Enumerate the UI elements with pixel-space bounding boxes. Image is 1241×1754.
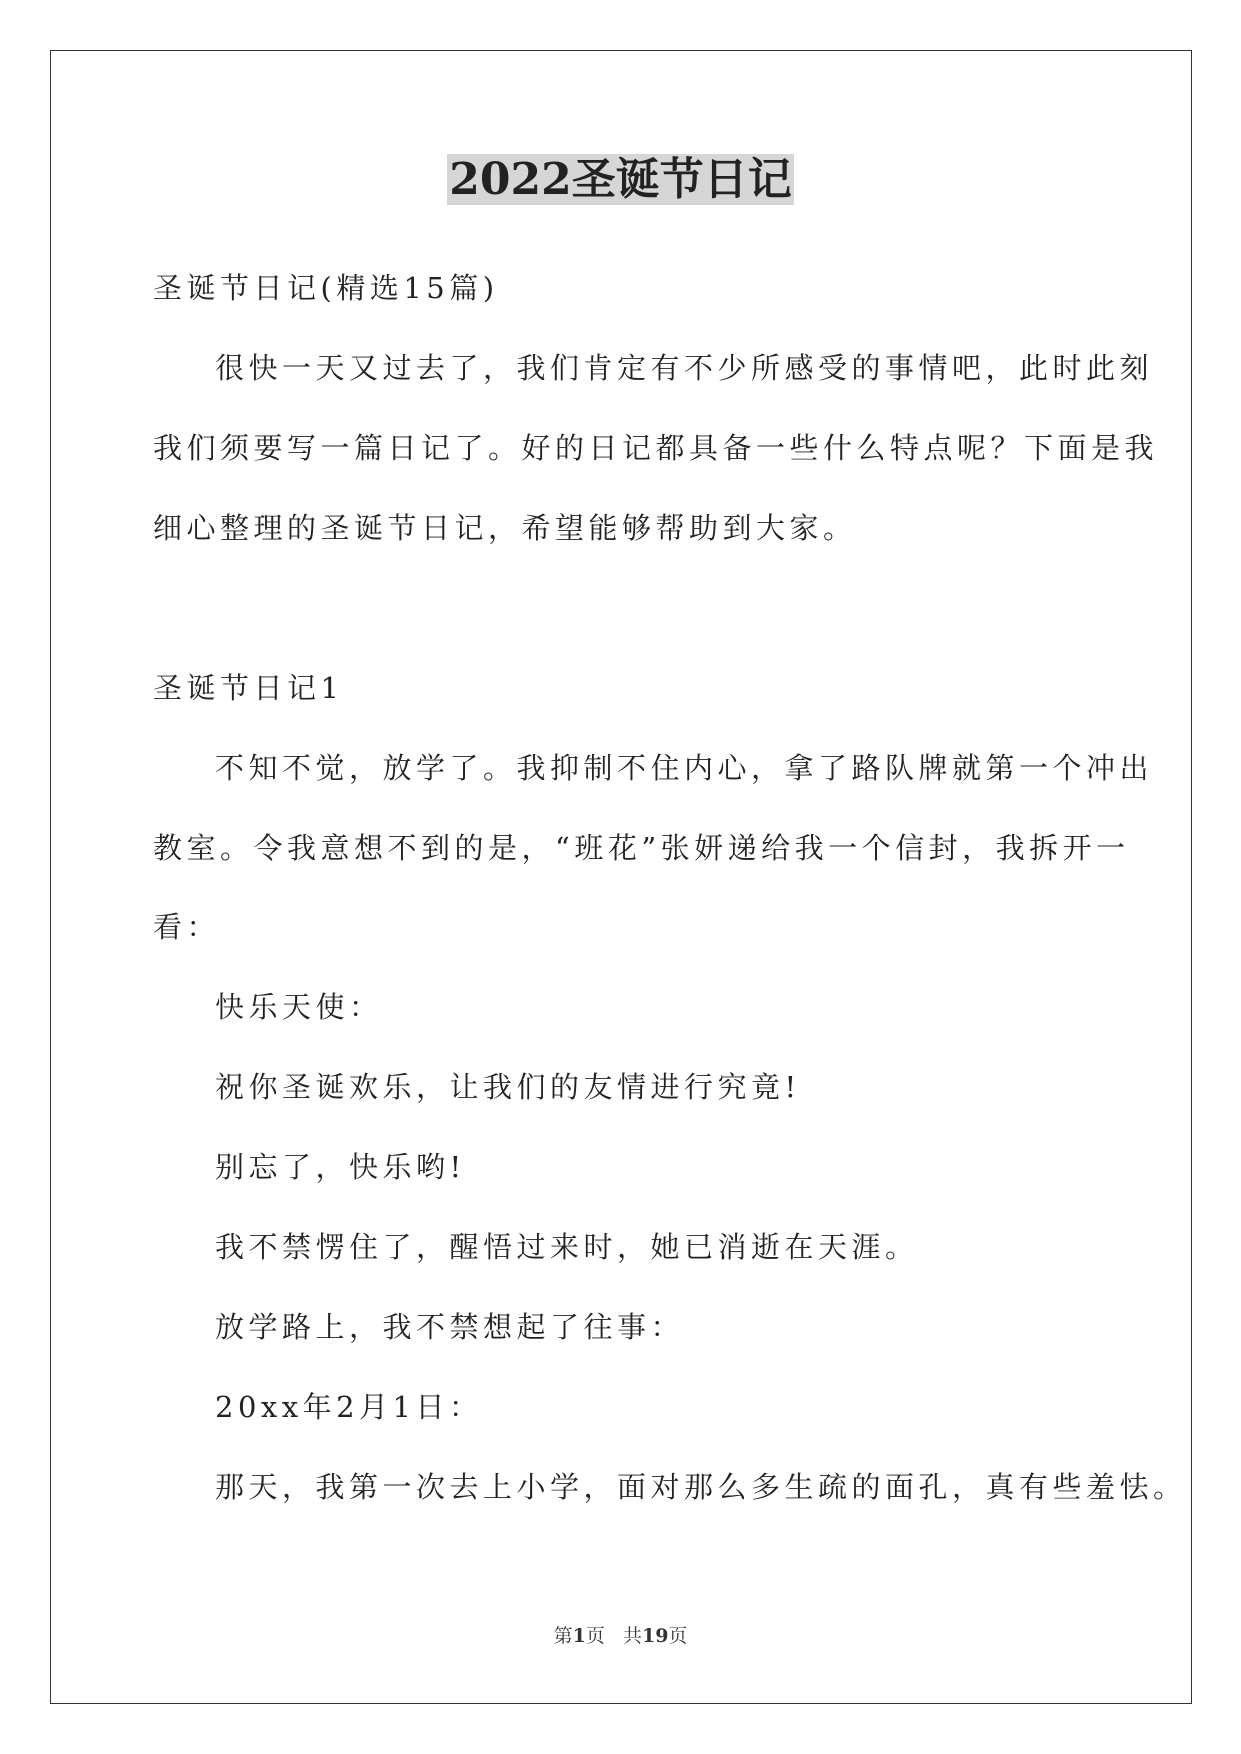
page-footer <box>0 1624 1241 1648</box>
document-title <box>0 150 1241 210</box>
body-line-2: 教室。令我意想不到的是，“班花”张妍递给我一个信封，我拆开一 <box>153 831 1130 865</box>
footer-page-number: 1 <box>572 1625 586 1647</box>
body-line-7: 我不禁愣住了，醒悟过来时，她已消逝在天涯。 <box>215 1230 919 1264</box>
intro-line-3: 细心整理的圣诞节日记，希望能够帮助到大家。 <box>153 511 857 545</box>
body-line-10: 那天，我第一次去上小学，面对那么多生疏的面孔，真有些羞怯。 <box>215 1470 1187 1504</box>
body-line-3: 看： <box>153 910 221 944</box>
footer-total-prefix: 共 <box>622 1625 642 1647</box>
footer-total-pages: 19 <box>641 1625 669 1647</box>
footer-total-suffix: 页 <box>668 1625 688 1647</box>
footer-prefix: 第 <box>553 1625 573 1647</box>
intro-line-1: 很快一天又过去了，我们肯定有不少所感受的事情吧，此时此刻 <box>215 351 1154 385</box>
body-line-6: 别忘了，快乐哟! <box>215 1150 466 1184</box>
document-title-text: 2022圣诞节日记 <box>449 154 792 205</box>
body-line-1: 不知不觉，放学了。我抑制不住内心，拿了路队牌就第一个冲出 <box>215 751 1154 785</box>
body-line-8: 放学路上，我不禁想起了往事： <box>215 1310 685 1344</box>
body-line-9: 20xx年2月1日： <box>215 1390 483 1424</box>
footer-page-suffix: 页 <box>585 1625 605 1647</box>
section-heading: 圣诞节日记1 <box>153 671 344 705</box>
body-line-5: 祝你圣诞欢乐，让我们的友情进行究竟! <box>215 1070 801 1104</box>
subtitle: 圣诞节日记(精选15篇) <box>153 271 499 305</box>
body-line-4: 快乐天使： <box>215 990 383 1024</box>
intro-line-2: 我们须要写一篇日记了。好的日记都具备一些什么特点呢？下面是我 <box>153 431 1159 465</box>
